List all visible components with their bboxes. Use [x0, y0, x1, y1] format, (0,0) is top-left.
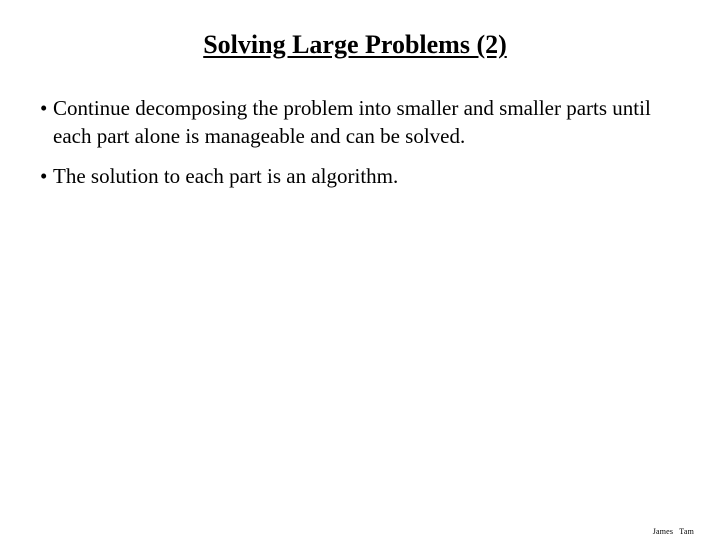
bullet-text: Continue decomposing the problem into smaller and smaller parts until each part alone is manageable and can be solved.: [53, 96, 651, 148]
footer-author: James Tam: [652, 527, 694, 536]
bullet-list: [34, 94, 694, 202]
bullet-icon: •: [40, 96, 48, 120]
slide-title: Solving Large Problems (2): [203, 30, 507, 59]
bullet-text: The solution to each part is an algorithm.: [53, 164, 399, 188]
bullet-item: [34, 94, 694, 150]
bullet-item: [34, 162, 694, 190]
bullet-icon: •: [40, 164, 48, 188]
